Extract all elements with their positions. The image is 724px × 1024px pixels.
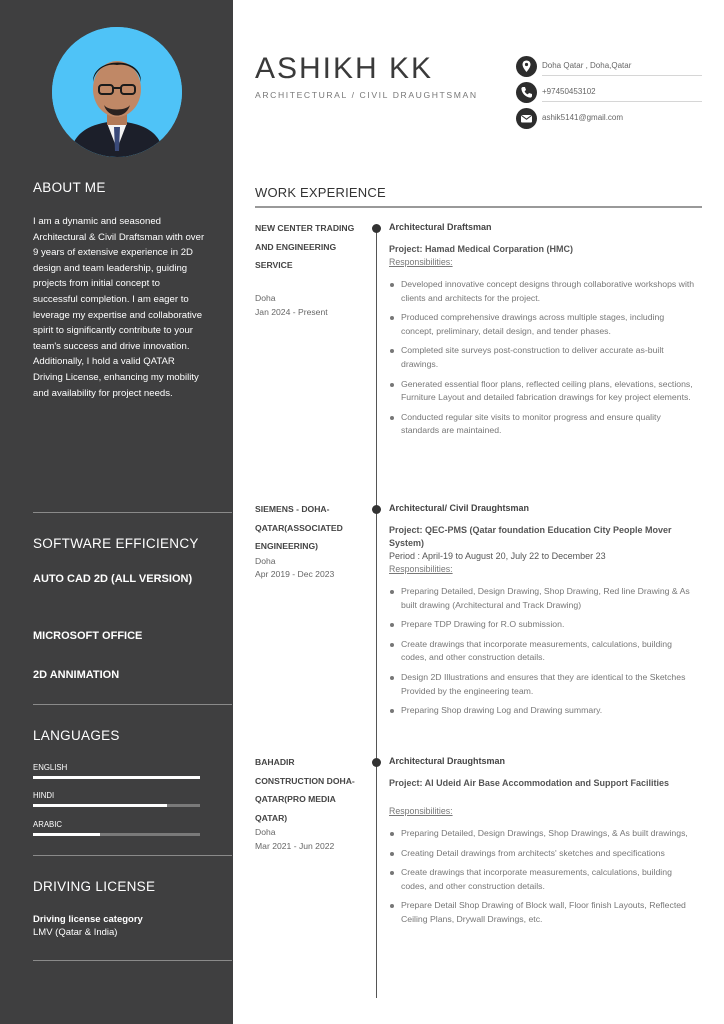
list-item: Create drawings that incorporate measurements, calculations, building codes, and other construction details. bbox=[389, 638, 699, 665]
profile-photo-icon bbox=[52, 27, 182, 157]
divider bbox=[33, 855, 232, 856]
language-name: ARABIC bbox=[33, 820, 63, 829]
job-location: Doha bbox=[255, 827, 276, 837]
list-item: Completed site surveys post-construction to deliver accurate as-built drawings. bbox=[389, 344, 699, 371]
candidate-name: ASHIKH KK bbox=[255, 52, 434, 85]
divider bbox=[33, 960, 232, 961]
avatar bbox=[52, 27, 182, 157]
responsibilities-label: Responsibilities: bbox=[389, 257, 453, 267]
language-level-bar bbox=[33, 833, 200, 836]
divider bbox=[33, 512, 232, 513]
license-label: Driving license category bbox=[33, 914, 143, 925]
divider bbox=[255, 206, 702, 208]
responsibilities-list bbox=[389, 278, 699, 438]
list-item: Prepare TDP Drawing for R.O submission. bbox=[389, 618, 699, 632]
list-item: Generated essential floor plans, reflected ceiling plans, elevations, sections, Furniture Layout and detailed fabrication drawings for key project elements. bbox=[389, 378, 699, 405]
job-dates: Jan 2024 - Present bbox=[255, 307, 328, 317]
phone-icon bbox=[516, 82, 537, 103]
location-pin-icon bbox=[516, 56, 537, 77]
company-name: BAHADIR CONSTRUCTION DOHA-QATAR(PRO MEDIA QATAR) bbox=[255, 757, 355, 823]
job-location: Doha bbox=[255, 293, 276, 303]
list-item: Produced comprehensive drawings across multiple stages, including concept, preliminary, detail design, and tender phases. bbox=[389, 311, 699, 338]
job-project: Project: Hamad Medical Corparation (HMC) bbox=[389, 244, 574, 254]
language-level-fill bbox=[33, 776, 200, 779]
skill-item: AUTO CAD 2D (ALL VERSION) bbox=[33, 573, 193, 585]
language-level-fill bbox=[33, 804, 167, 807]
contact-email-text: ashik5141@gmail.com bbox=[542, 113, 624, 122]
timeline-dot bbox=[372, 224, 381, 233]
job-location: Doha bbox=[255, 556, 276, 566]
candidate-role: ARCHITECTURAL / CIVIL DRAUGHTSMAN bbox=[255, 90, 478, 100]
responsibilities-list bbox=[389, 585, 699, 718]
sidebar bbox=[0, 0, 233, 1024]
email-icon bbox=[516, 108, 537, 129]
list-item: Design 2D Illustrations and ensures that they are identical to the Sketches Provided by the engineering team. bbox=[389, 671, 699, 698]
skill-item: MICROSOFT OFFICE bbox=[33, 630, 143, 642]
list-item: Preparing Shop drawing Log and Drawing summary. bbox=[389, 704, 699, 718]
about-text: I am a dynamic and seasoned Architectural & Civil Draftsman with over 9 years of extensive experience in 2D design and team leadership, guiding projects from initial concept to successful completion. I am eager to leverage my expertise and collaborative spirit to significantly contribute to your team's success and drive innovation. Additionally, I hold a valid QATAR Driving License, enhancing my mobility and availability for project needs. bbox=[33, 216, 205, 399]
company-name: SIEMENS - DOHA-QATAR(ASSOCIATED ENGINEERING) bbox=[255, 504, 343, 551]
job-dates: Apr 2019 - Dec 2023 bbox=[255, 569, 335, 579]
timeline-line bbox=[376, 228, 377, 998]
job-project: Project: Al Udeid Air Base Accommodation and Support Facilities bbox=[389, 778, 670, 788]
list-item: Create drawings that incorporate measurements, calculations, building codes, and other construction details. bbox=[389, 866, 699, 893]
languages-title: LANGUAGES bbox=[33, 728, 120, 743]
divider bbox=[542, 75, 702, 76]
contact-location-text: Doha Qatar , Doha,Qatar bbox=[542, 61, 632, 70]
contact-phone bbox=[516, 82, 702, 104]
responsibilities-label: Responsibilities: bbox=[389, 806, 453, 816]
responsibilities-label: Responsibilities: bbox=[389, 564, 453, 574]
software-title: SOFTWARE EFFICIENCY bbox=[33, 536, 199, 551]
job-dates: Mar 2021 - Jun 2022 bbox=[255, 841, 335, 851]
list-item: Prepare Detail Shop Drawing of Block wall, Floor finish Layouts, Reflected Ceiling Plans, Drywall Drawings, etc. bbox=[389, 899, 699, 926]
contact-email bbox=[516, 108, 702, 130]
work-experience-title: WORK EXPERIENCE bbox=[255, 185, 386, 200]
language-name: ENGLISH bbox=[33, 763, 68, 772]
job-details bbox=[389, 503, 699, 724]
list-item: Developed innovative concept designs through collaborative workshops with clients and architects for the project. bbox=[389, 278, 699, 305]
job-title: Architectural Draughtsman bbox=[389, 756, 506, 766]
language-level-bar bbox=[33, 776, 200, 779]
job-title: Architectural Draftsman bbox=[389, 222, 492, 232]
job-title: Architectural/ Civil Draughtsman bbox=[389, 503, 530, 513]
timeline-dot bbox=[372, 758, 381, 767]
responsibilities-list bbox=[389, 827, 699, 927]
license-value: LMV (Qatar & India) bbox=[33, 927, 118, 938]
contact-phone-text: +97450453102 bbox=[542, 87, 596, 96]
job-details bbox=[389, 756, 699, 933]
language-name: HINDI bbox=[33, 791, 55, 800]
list-item: Preparing Detailed, Design Drawings, Shop Drawings, & As built drawings, bbox=[389, 827, 699, 841]
divider bbox=[542, 101, 702, 102]
license-title: DRIVING LICENSE bbox=[33, 879, 156, 894]
list-item: Preparing Detailed, Design Drawing, Shop Drawing, Red line Drawing & As built drawing (Architectural and Track Drawing) bbox=[389, 585, 699, 612]
job-period: Period : April-19 to August 20, July 22 to December 23 bbox=[389, 551, 606, 561]
language-level-bar bbox=[33, 804, 200, 807]
contact-location bbox=[516, 56, 702, 78]
list-item: Creating Detail drawings from architects' sketches and specifications bbox=[389, 847, 699, 861]
skill-item: 2D ANNIMATION bbox=[33, 669, 120, 681]
list-item: Conducted regular site visits to monitor progress and ensure quality standards are maintained. bbox=[389, 411, 699, 438]
company-name: NEW CENTER TRADING AND ENGINEERING SERVICE bbox=[255, 223, 355, 270]
divider bbox=[33, 704, 232, 705]
job-details bbox=[389, 222, 699, 444]
job-project: Project: QEC-PMS (Qatar foundation Education City People Mover System) bbox=[389, 525, 672, 548]
about-title: ABOUT ME bbox=[33, 180, 106, 195]
timeline-dot bbox=[372, 505, 381, 514]
language-level-fill bbox=[33, 833, 100, 836]
